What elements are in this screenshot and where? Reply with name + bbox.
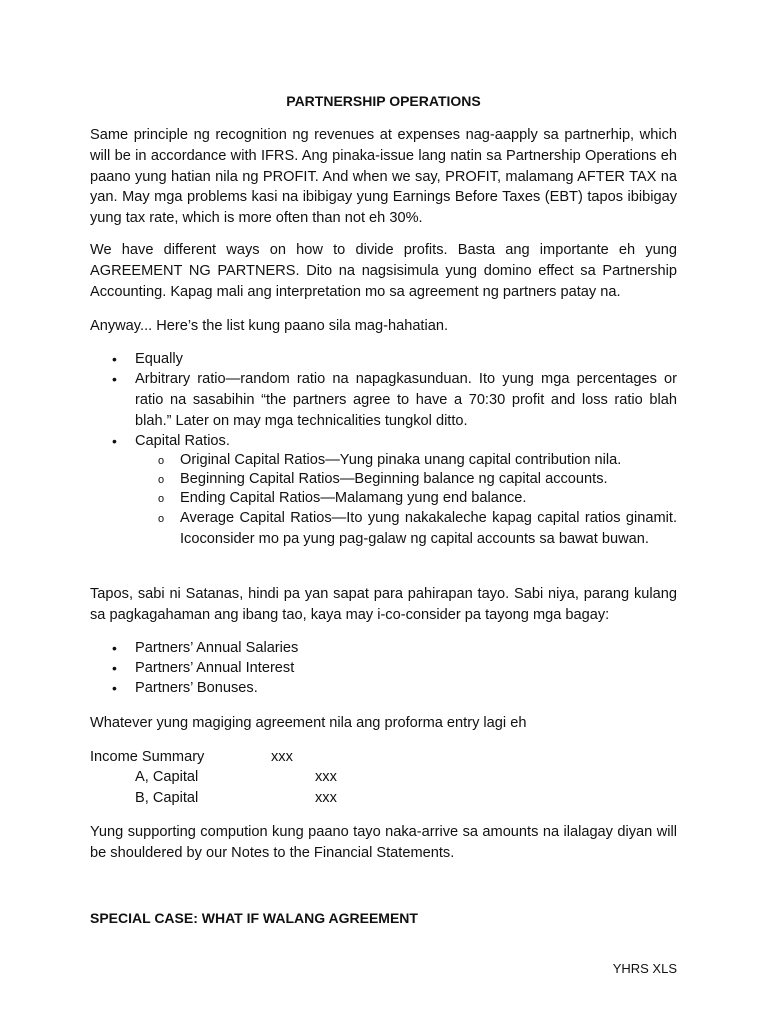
debit-account: Income Summary (90, 749, 205, 765)
special-case-heading: SPECIAL CASE: WHAT IF WALANG AGREEMENT (90, 910, 418, 926)
page-title: PARTNERSHIP OPERATIONS (286, 93, 481, 109)
footer-text: YHRS XLS (612, 961, 677, 976)
entry-row-debit (90, 749, 677, 770)
paragraph-proforma: Whatever yung magiging agreement nila ang proforma entry lagi eh (90, 715, 527, 731)
bullet-icon: • (112, 351, 117, 367)
entry-row-credit (90, 790, 677, 811)
credit-amount: xxx (315, 790, 337, 806)
sub-bullet-icon: o (158, 474, 165, 486)
bullet-icon: • (112, 660, 117, 676)
credit-account: B, Capital (135, 790, 199, 806)
paragraph-division: We have different ways on how to divide profits. Basta ang importante eh yung AGREEMENT NG PARTNERS. Dito na nagsisimula yung domino effect sa Partnership Accounting. Kapag mali ang interpretation mo sa agreement ng partners patay na. (90, 242, 677, 300)
credit-amount: xxx (315, 769, 337, 785)
bullet-icon: • (112, 640, 117, 656)
entry-row-credit (90, 769, 677, 790)
paragraph-considerations-intro: Tapos, sabi ni Satanas, hindi pa yan sapat para pahirapan tayo. Sabi niya, parang kulang sa pagkagahaman ang ibang tao, kaya may i-co-consider pa tayong mga bagay: (90, 586, 677, 623)
sub-bullet-icon: o (158, 455, 165, 467)
sub-bullet-icon: o (158, 493, 165, 505)
paragraph-list-intro: Anyway... Here’s the list kung paano sila mag-hahatian. (90, 318, 449, 334)
bullet-icon: • (112, 680, 117, 696)
sub-bullet-icon: o (158, 513, 165, 525)
credit-account: A, Capital (135, 769, 199, 785)
bullet-icon: • (112, 433, 117, 449)
debit-amount: xxx (271, 749, 293, 765)
bullet-icon: • (112, 371, 117, 387)
paragraph-notes: Yung supporting compution kung paano tayo naka-arrive sa amounts na ilalagay diyan will be shouldered by our Notes to the Financial Statements. (90, 824, 677, 861)
paragraph-intro: Same principle ng recognition ng revenues at expenses nag-aapply sa partnerhip, which will be in accordance with IFRS. Ang pinaka-issue lang natin sa Partnership Operations eh paano yung hatian nila ng PROFIT. And when we say, PROFIT, malamang AFTER TAX na yan. May mga problems kasi na ibibigay yung Earnings Before Taxes (EBT) tapos ibibigay yung tax rate, which is more often than not eh 30%. (90, 127, 677, 227)
